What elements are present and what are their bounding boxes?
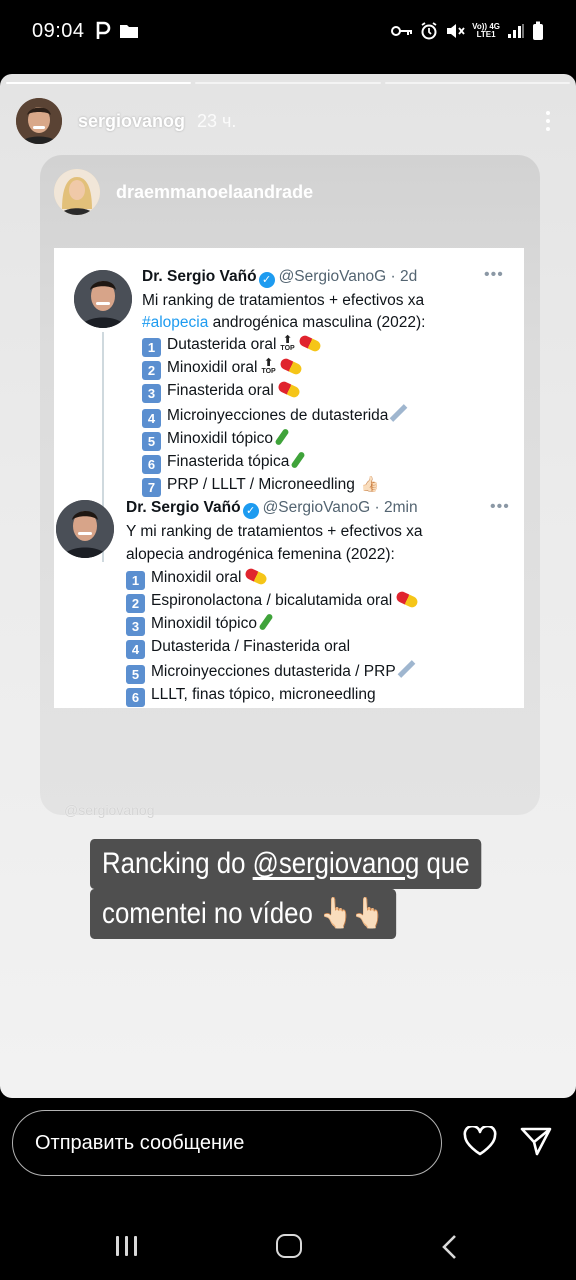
more-options-icon[interactable] [536,106,560,136]
progress-segment [195,82,380,84]
thumbs-up-icon: 👍🏻 [360,475,380,493]
story-time: 23 ч. [197,110,237,131]
pill-icon [297,333,322,352]
syringe-icon [390,404,408,422]
reshare-username[interactable]: draemmanoelaandrade [116,181,314,202]
tweet-body: Y mi ranking de tratamientos + efectivos xa alopecia androgénica femenina (2022): 1 Minoxidil oral 2 Espironolactona / bicalutamida oral 3 Minoxidil tópico 4 Dutasterida / Finasterida oral 5 Microinyecciones dutasterida / PRP 6 LLLT, finas tópico, microneedling [126,523,423,705]
top-icon: ⬆ TOP [280,333,295,352]
user-avatar[interactable] [16,98,62,144]
message-placeholder: Отправить сообщение [35,1131,245,1154]
list-item: 2 Espironolactona / bicalutamida oral [126,590,423,613]
progress-segment [385,82,570,84]
system-nav-bar [0,1210,576,1280]
pill-icon [278,356,303,375]
verified-icon: ✓ [259,272,275,288]
caption-line-1: Rancking do @sergiovanog que [90,839,482,889]
list-item: 5 Minoxidil tópico [142,428,426,451]
list-item: 4 Dutasterida / Finasterida oral [126,636,423,659]
status-time: 09:04 [32,19,85,42]
network-indicator: Vo)) 4G LTE1 [472,22,500,39]
message-input[interactable] [12,1110,442,1176]
battery-icon [532,21,544,41]
tweet-header: Dr. Sergio Vañó ✓ @SergioVanoG · 2d [142,268,418,286]
key-icon [391,24,413,38]
recent-apps-icon[interactable] [116,1236,137,1256]
tweet-screenshot [54,248,524,708]
reply-bar [0,1098,576,1198]
home-icon[interactable] [276,1234,302,1258]
list-item: 5 Microinyecciones dutasterida / PRP [126,659,423,684]
test-tube-icon [274,428,289,446]
back-icon[interactable] [440,1234,460,1260]
list-item: 6 LLLT, finas tópico, microneedling [126,684,423,707]
list-item: 7 PRP / LLLT / Microneedling 👍🏻 [142,474,426,497]
caption-line-2: comentei no vídeo 👆🏻👆🏻 [90,889,396,939]
list-item: 4 Microinyecciones de dutasterida [142,403,426,428]
list-item: 1 Minoxidil oral [126,567,423,590]
syringe-icon [397,660,415,678]
tweet-avatar [56,500,114,558]
caption-mention[interactable]: @sergiovanog [252,847,420,880]
pill-icon [277,379,302,398]
parking-icon [95,21,111,41]
list-item: 2 Minoxidil oral ⬆ TOP [142,357,426,380]
list-item: 3 Minoxidil tópico [126,613,423,636]
reshare-avatar[interactable] [54,169,100,215]
test-tube-icon [258,613,273,631]
test-tube-icon [291,451,306,469]
tweet-body: Mi ranking de tratamientos + efectivos xa #alopecia androgénica masculina (2022): 1 Dutasterida oral ⬆ TOP 2 Minoxidil oral ⬆ TOP 3 Finasterida oral 4 Microinyecciones de dutasterida 5 Minoxidil tópico 6 Finasterida tópica 7 PRP / LLLT / Microneedling 👍🏻 [142,292,426,495]
list-item: 1 Dutasterida oral ⬆ TOP [142,334,426,357]
story-progress [6,82,570,84]
signal-icon [507,23,525,39]
status-bar [0,0,576,62]
top-icon: ⬆ TOP [261,356,276,375]
verified-icon: ✓ [243,503,259,519]
tweet-more-icon: ••• [484,266,504,283]
heart-icon[interactable] [463,1126,497,1156]
watermark: @sergiovanog [64,802,155,818]
progress-segment [6,82,191,84]
list-item: 6 Finasterida tópica [142,451,426,474]
tweet-header: Dr. Sergio Vañó ✓ @SergioVanoG · 2min [126,499,418,517]
story-header [16,98,560,144]
send-icon[interactable] [520,1126,552,1156]
tweet-avatar [74,270,132,328]
tweet-more-icon: ••• [490,498,510,515]
alarm-icon [420,22,438,40]
story-username[interactable]: sergiovanog [78,110,186,131]
pill-icon [395,589,420,608]
folder-icon [119,23,139,39]
mute-icon [445,22,465,40]
pill-icon [244,566,269,585]
list-item: 3 Finasterida oral [142,380,426,403]
